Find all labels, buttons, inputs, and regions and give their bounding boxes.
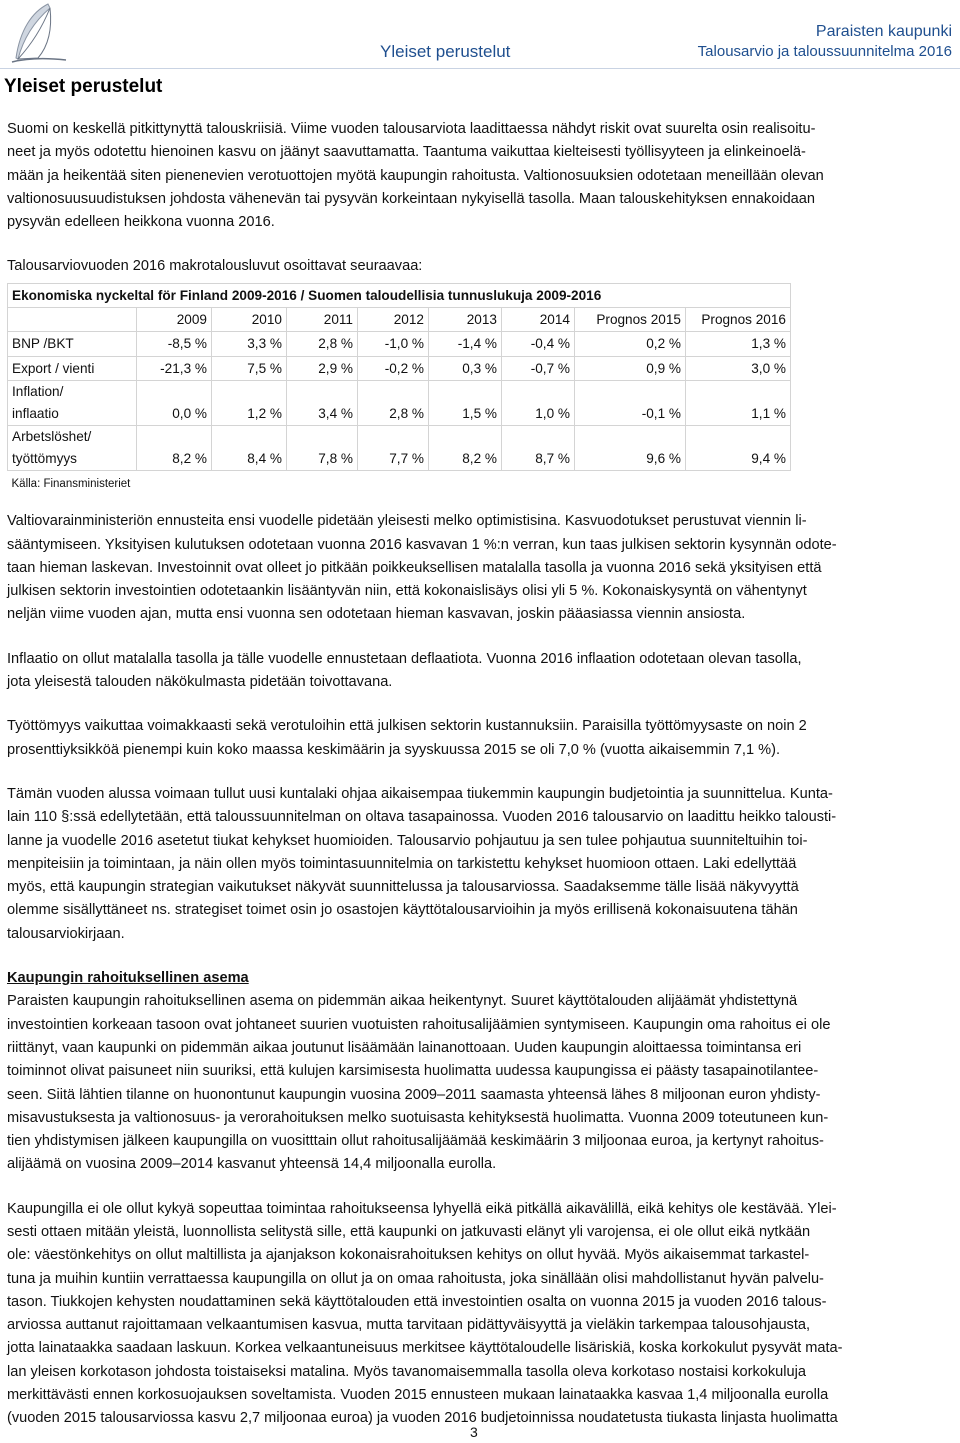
table-cell: 9,4 %: [686, 425, 791, 470]
text-line: tuna ja muihin kuntiin verrattaessa kaupungilla on ollut ja on omaa rahoitusta, joka sinällään olisi mahdollistanut hyvän palvelu-: [7, 1270, 824, 1287]
header-divider: [0, 68, 960, 69]
header-right: [698, 22, 952, 62]
table-cell: 7,7 %: [358, 425, 429, 470]
text-line: julkisen sektorin investointien odotetaankin lisääntyvän niin, että kokonaislisäys olisi yli 5 %. Kokonaiskysyntä on vähentynyt: [7, 583, 807, 600]
text-line: tien yhdistymisen jälkeen kaupungilla on vuositttain ollut rahoitusalijäämää keskimäärin 3 miljoonaa euroa, ja kertynyt rahoitus-: [7, 1133, 824, 1150]
text-line: lanne ja vuodelle 2016 asetetut tiukat kehykset huomioiden. Talousarvio pohjautuu ja sen tulee pohjautua suunniteltuihin toi-: [7, 832, 808, 849]
table-intro: Talousarviovuoden 2016 makrotalousluvut osoittavat seuraavaa:: [7, 258, 423, 275]
column-header: 2014: [502, 308, 575, 332]
text-line: jotta lainataakka saadaan laskuun. Korkea velkaantuneisuus merkitsee käyttötaloudelle lisäriskiä, koska korkokulut pysyvät mata-: [7, 1340, 843, 1357]
intro-paragraph: [7, 118, 953, 234]
text-line: jota yleisestä talouden näkökulmasta pidetään toivottavana.: [7, 674, 393, 691]
table-cell: 8,2 %: [429, 425, 502, 470]
text-line: arviossa auttanut rajoittamaan velkaantumisen kasvua, mutta tarvitaan pidättyväisyyttä ja vieläkin tarkempaa talousohjausta,: [7, 1317, 811, 1334]
header-section-title: Yleiset perustelut: [380, 42, 511, 61]
table-cell: -8,5 %: [137, 332, 212, 356]
table-cell: 0,2 %: [575, 332, 686, 356]
page-title: Yleiset perustelut: [4, 76, 163, 97]
text-line: merkittävästi ennen korkosuojauksen soveltamista. Vuoden 2015 ennusteen mukaan lainataakka kasvaa 1,4 miljoonalla eurolla: [7, 1387, 829, 1404]
text-line: neet ja myös odotettu hienoinen kasvu on jäänyt saavuttamatta. Taantuma vaikuttaa kielteisesti työllisyyteen ja elinkeinoelä-: [7, 144, 806, 161]
text-line: Suomi on keskellä pitkittynyttä talouskriisiä. Viime vuoden talousarviota laadittaessa nähdyt riskit ovat suurelta osin realisoitu-: [7, 121, 816, 137]
text-line: pysyvän edelleen heikkona vuonna 2016.: [7, 214, 275, 231]
paragraph-financial-position: [7, 990, 953, 1176]
text-line: valtionosuusuudistuksen johdosta vähenevän tai pysyvän korkeintaan nykyisellä tasolla. Maan talouskehityksen ennakoidaan: [7, 190, 816, 207]
text-line: misavustuksesta ja valtionosuus- ja verorahoituksen melko suotuisasta kehityksestä huolimatta. Vuonna 2009 toteutuneen kun-: [7, 1109, 829, 1126]
table-cell: 0,3 %: [429, 356, 502, 380]
text-line: Valtiovarainministeriön ennusteita ensi vuodelle pidetään yleisesti melko optimistisina. Kasvuodotukset perustuvat viennin li-: [7, 513, 807, 530]
row-label: Export / vienti: [8, 356, 137, 380]
table-cell: 7,5 %: [212, 356, 287, 380]
text-line: taan hieman laskevan. Investoinnit ovat olleet jo pitkään poikkeuksellisen matalalla tasolla ja vuonna 2016 sekä yksityisen että: [7, 559, 822, 576]
text-line: talousarviokirjaan.: [7, 925, 125, 942]
table-source: Källa: Finansministeriet: [11, 477, 131, 490]
table-row: [8, 356, 791, 380]
text-line: ole: väestönkehitys on ollut maltillista ja ajanjakson kokonaisrahoituksen kehitys on ollut hyvää. Myös aikaisemmat tarkastel-: [7, 1247, 810, 1264]
column-header: 2013: [429, 308, 502, 332]
column-header: 2011: [287, 308, 358, 332]
text-line: toiminnot olivat paisuneet niin suuriksi, että kulujen karsimisesta huolimatta uudessa kaupungissa ei päästy tasapainotilantee-: [7, 1063, 819, 1080]
paragraph-unemployment: [7, 715, 953, 762]
column-header: Prognos 2016: [686, 308, 791, 332]
table-row: [8, 380, 791, 425]
header-document: Talousarvio ja taloussuunnitelma 2016: [697, 43, 952, 60]
text-line: investointien korkeaan tasoon ovat johtaneet suurien vuotuisten rahoitusalijäämien syntymiseen. Kaupungin oma rahoitus ei ole: [7, 1016, 831, 1033]
row-label: [8, 425, 137, 470]
page-number: 3: [470, 1424, 478, 1440]
text-line: sääntymiseen. Yksityisen kulutuksen odotetaan vuonna 2016 kasvavan 1 %:n verran, kun taas julkisen sektorin kysynnän odote-: [7, 536, 837, 553]
text-line: neljän viime vuoden ajan, mutta ensi vuonna sen odotetaan hieman kasvavan, joskin pääasiassa viennin ansiosta.: [7, 606, 746, 623]
text-line: Paraisten kaupungin rahoituksellinen asema on pidemmän aikaa heikentynyt. Suuret käyttötalouden alijäämät yhdistettynä: [7, 993, 798, 1010]
column-header: Prognos 2015: [575, 308, 686, 332]
table-cell: -0,2 %: [358, 356, 429, 380]
text-line: prosenttiyksikköä pienempi kuin koko maassa keskimäärin ja syyskuussa 2015 se oli 7,0 % (vuotta aikaisemmin 7,1 %).: [7, 741, 781, 758]
text-line: (vuoden 2015 talousarviossa kasvu 2,7 miljoonaa euroa) ja vuoden 2016 budjetoinnissa noudatetusta tiukasta linjasta huolimatta: [7, 1410, 838, 1427]
row-label-line: Inflation/: [12, 383, 64, 399]
macro-table: [7, 283, 791, 496]
main-content: [7, 118, 953, 1431]
table-cell: 8,4 %: [212, 425, 287, 470]
text-line: mään ja heikentää siten pienenevien verotuottojen myötä kaupungin rahoitusta. Valtionosuuksien odotetaan meneillään olevan: [7, 167, 824, 184]
table-cell: -21,3 %: [137, 356, 212, 380]
text-line: menpiteisiin ja toimintaan, ja näin ollen myös toimintasuunnitelmia on tarkistettu kehykset huomioon ottaen. Laki edellyttää: [7, 855, 797, 872]
table-cell: -0,1 %: [575, 380, 686, 425]
table-row: [8, 425, 791, 470]
row-label-line: Arbetslöshet/: [12, 428, 92, 444]
row-label: BNP /BKT: [8, 332, 137, 356]
text-line: myös, että kaupungin strategian vaikutukset näkyvät suunnittelussa ja talousarviossa. Saadaksemme tälle lisää näkyvyyttä: [7, 879, 799, 896]
table-cell: 0,0 %: [137, 380, 212, 425]
table-cell: 1,5 %: [429, 380, 502, 425]
table-cell: 7,8 %: [287, 425, 358, 470]
paragraph-municipal-act: [7, 783, 953, 946]
table-cell: 8,7 %: [502, 425, 575, 470]
table-cell: 2,9 %: [287, 356, 358, 380]
table-title: Ekonomiska nyckeltal för Finland 2009-2016 / Suomen taloudellisia tunnuslukuja 2009-2016: [8, 283, 791, 307]
text-line: seen. Siitä lähtien tilanne on huonontunut kaupungin vuosina 2009–2011 saamasta yhteensä lähes 8 miljoonan euron yhdisty-: [7, 1086, 821, 1103]
table-cell: 1,0 %: [502, 380, 575, 425]
table-row: [8, 332, 791, 356]
text-line: olemme sisällyttäneet ns. strategiset toimet osin jo osastojen käyttötalousarvioihin ja myös erillisenä kokonaisuutena tähän: [7, 902, 798, 919]
text-line: Kaupungilla ei ole ollut kykyä sopeuttaa toimintaa rahoitukseensa lyhyellä eikä pitkällä aikavälillä, eikä kehitys ole kestävää. Ylei-: [7, 1200, 837, 1217]
text-line: sesti ottaen mitään yleistä, luonnollista selitystä sille, että kaupunki on jatkuvasti elänyt yli varojensa, ei ole ollut eikä nytkään: [7, 1223, 811, 1240]
table-cell: -1,4 %: [429, 332, 502, 356]
table-cell: 2,8 %: [358, 380, 429, 425]
text-line: lan yleisen korkotason johdosta toistaiseksi matalina. Myös tavanomaisemmalla tasolla oleva korkotaso nostaisi korkokuluja: [7, 1363, 806, 1380]
city-logo: [8, 2, 70, 66]
table-cell: -0,7 %: [502, 356, 575, 380]
paragraph-debt: [7, 1198, 953, 1431]
table-cell: 3,0 %: [686, 356, 791, 380]
table-cell: 9,6 %: [575, 425, 686, 470]
table-cell: -1,0 %: [358, 332, 429, 356]
table-cell: -0,4 %: [502, 332, 575, 356]
column-header: 2010: [212, 308, 287, 332]
table-cell: 0,9 %: [575, 356, 686, 380]
table-cell: 2,8 %: [287, 332, 358, 356]
table-header-row: [8, 308, 791, 332]
row-label-line: työttömyys: [12, 450, 77, 466]
table-cell: 3,3 %: [212, 332, 287, 356]
text-line: lain 110 §:ssä edellytetään, että taloussuunnitelman on oltava tasapainossa. Vuoden 2016 talousarvio on laadittu heikko talousti-: [7, 809, 837, 826]
table-cell: 3,4 %: [287, 380, 358, 425]
text-line: riittänyt, vaan kaupunki on pidemmän aikaa joutunut lisäämään lainanottoaan. Uuden kaupungin aloittaessa toimintansa eri: [7, 1039, 802, 1056]
paragraph-forecast: [7, 510, 953, 626]
table-cell: 8,2 %: [137, 425, 212, 470]
text-line: Tämän vuoden alussa voimaan tullut uusi kuntalaki ohjaa aikaisempaa tiukemmin kaupungin budjetointia ja suunnittelua. Kunta-: [7, 785, 833, 802]
text-line: Inflaatio on ollut matalalla tasolla ja tälle vuodelle ennustetaan deflaatiota. Vuonna 2016 inflaation odotetaan olevan tasolla,: [7, 650, 802, 667]
header-city: Paraisten kaupunki: [815, 23, 952, 40]
subheading-financial-position: Kaupungin rahoituksellinen asema: [7, 970, 249, 987]
row-label-line: inflaatio: [12, 405, 59, 421]
table-cell: 1,3 %: [686, 332, 791, 356]
text-line: tason. Tiukkojen kehysten noudattaminen sekä käyttötalouden että investointien osalta on vuonna 2015 ja vuoden 2016 talous-: [7, 1293, 827, 1310]
text-line: alijäämä on vuosina 2009–2014 kasvanut yhteensä 14,4 miljoonalla eurolla.: [7, 1156, 497, 1173]
table-cell: 1,2 %: [212, 380, 287, 425]
column-header: 2012: [358, 308, 429, 332]
row-label: [8, 380, 137, 425]
column-header: 2009: [137, 308, 212, 332]
table-cell: 1,1 %: [686, 380, 791, 425]
text-line: Työttömyys vaikuttaa voimakkaasti sekä verotuloihin että julkisen sektorin kustannuksiin. Paraisilla työttömyysaste on noin 2: [7, 718, 807, 735]
paragraph-inflation: [7, 648, 953, 695]
